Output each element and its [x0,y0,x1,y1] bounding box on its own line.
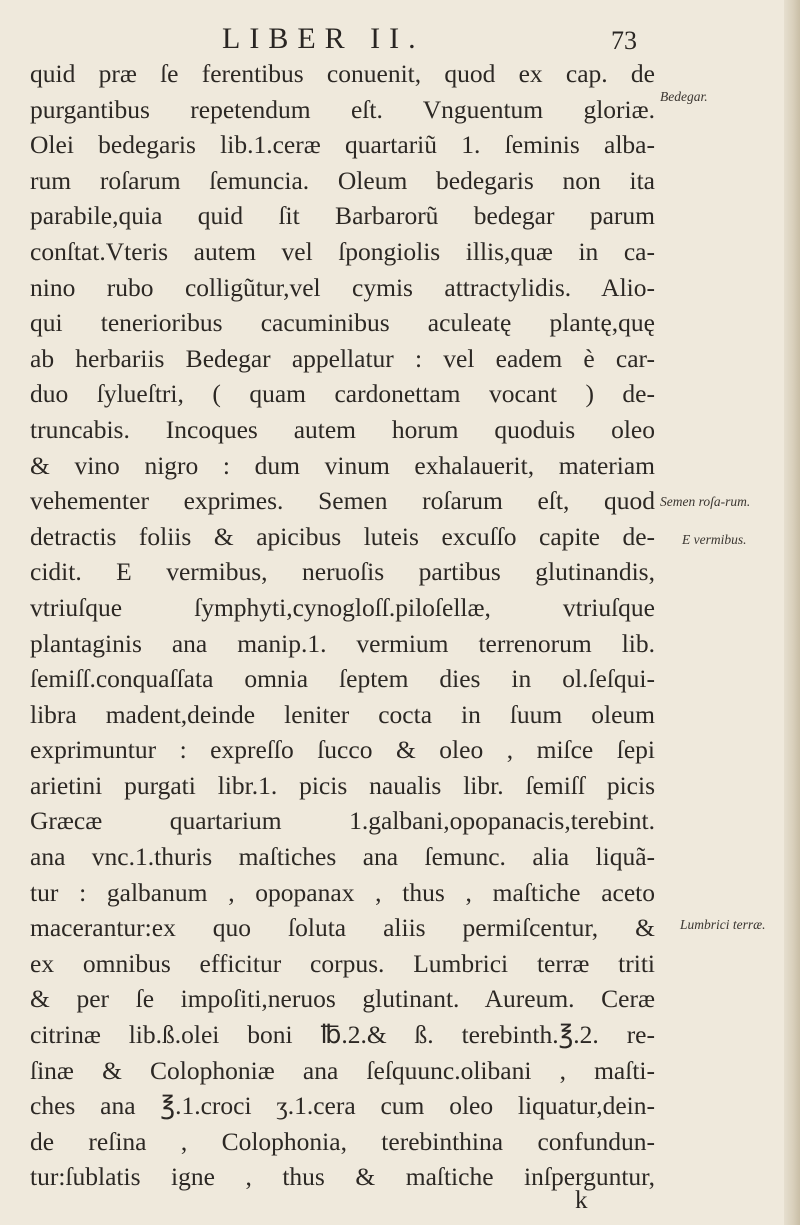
text-line: Olei bedegaris lib.1.ceræ quartariũ 1. ſeminis alba- [30,130,655,160]
page-number: 73 [611,26,637,55]
text-line: nino rubo colligũtur,vel cymis attractylidis. Alio- [30,272,655,302]
text-line: ana vnc.1.thuris maſtiches ana ſemunc. alia liquã- [30,842,655,872]
text-line: Græcæ quartarium 1.galbani,opopanacis,terebint. [30,806,655,836]
text-line: ſemiſſ.conquaſſata omnia ſeptem dies in ol.ſeſqui- [30,664,655,694]
text-line: ab herbariis Bedegar appellatur : vel eadem è car- [30,343,655,373]
text-line: quid præ ſe ferentibus conuenit, quod ex cap. de [30,59,655,88]
marginal-note-bedegar: Bedegar. [660,89,708,104]
text-line: & per ſe impoſiti,neruos glutinant. Aureum. Ceræ [30,984,655,1014]
text-line: & vino nigro : dum vinum exhalauerit, materiam [30,450,655,480]
text-line: tur : galbanum , opopanax , thus , maſtiche aceto [30,877,655,907]
text-line: duo ſylueſtri, ( quam cardonettam vocant ) de- [30,379,655,409]
text-line: detractis foliis & apicibus luteis excuſſo capite de- [30,521,655,551]
text-line: cidit. E vermibus, neruoſis partibus glutinandis, [30,557,655,587]
text-line: arietini purgati libr.1. picis naualis libr. ſemiſſ picis [30,770,655,800]
text-line: tur:ſublatis igne , thus & maſtiche inſperguntur, [30,1162,655,1192]
text-line: qui tenerioribus cacuminibus aculeatę plantę,quę [30,308,655,338]
marginal-note-lumbrici-terrae: Lumbrici terræ. [680,917,766,932]
text-line: exprimuntur : expreſſo ſucco & oleo , miſce ſepi [30,735,655,765]
text-line: vehementer exprimes. Semen roſarum eſt, quod [30,486,655,516]
text-line: ches ana ℥.1.croci ʒ.1.cera cum oleo liquatur,dein- [30,1091,655,1121]
text-line: parabile,quia quid ſit Barbarorũ bedegar parum [30,201,655,231]
running-head: LIBER II. [222,22,425,55]
text-line: truncabis. Incoques autem horum quoduis oleo [30,414,655,444]
text-line: libra madent,deinde leniter cocta in ſuum oleum [30,699,655,729]
marginal-note-semen-rosarum: Semen roſa-rum. [660,494,751,509]
text-line: de reſina , Colophonia, terebinthina confundun- [30,1126,655,1156]
text-line: ſinæ & Colophoniæ ana ſeſquunc.olibani , maſti- [30,1055,655,1085]
text-line: conſtat.Vteris autem vel ſpongiolis illis,quæ in ca- [30,236,655,266]
text-line: plantaginis ana manip.1. vermium terrenorum lib. [30,628,655,658]
text-line: ex omnibus efficitur corpus. Lumbrici terræ triti [30,948,655,978]
text-line: citrinæ lib.ß.olei boni ℔.2.& ß. terebinth.℥.2. re- [30,1020,655,1050]
marginal-note-e-vermibus: E vermibus. [682,532,747,547]
text-line: rum roſarum ſemuncia. Oleum bedegaris non ita [30,165,655,195]
catchword: k [575,1187,588,1214]
page-edge-shadow [784,0,800,1225]
body-text [30,56,655,1195]
text-line: macerantur:ex quo ſoluta aliis permiſcentur, & [30,913,655,943]
text-line: purgantibus repetendum eſt. Vnguentum gloriæ. [30,94,655,124]
text-line: vtriuſque ſymphyti,cynogloſſ.piloſellæ, vtriuſque [30,592,655,622]
